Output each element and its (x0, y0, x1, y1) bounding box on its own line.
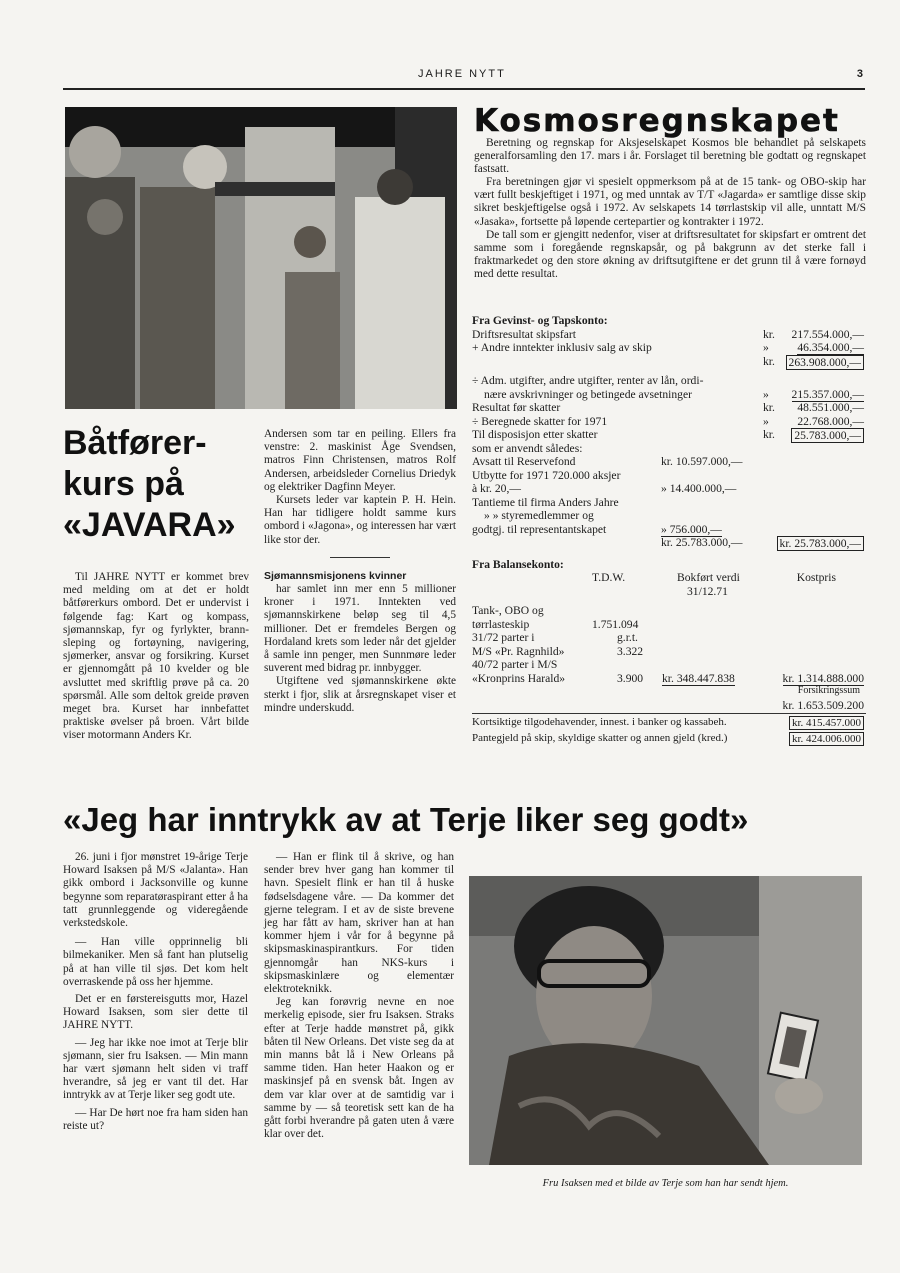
row-text: ÷ Beregnede skatter for 1971 (472, 414, 608, 428)
terje-paragraph: Jeg kan forøvrig nevne en noe merkelig episode, sier fru Isaksen. Straks efter at Terje hadde mønstret på, gikk båten til New Orleans. Det viste seg da at min manns båt lå i New Orleans på samme tiden. Han heter Haakon og er maskinsjef på en svensk båt. Ingen av dem var klar over at de samtidig var i samme by — så teoretisk sett kan de ha gått forbi hverandre på gaten uten å være klar over det. (264, 996, 454, 1141)
row-sym: kr. (763, 401, 775, 414)
headline-batforerkurs (63, 423, 263, 546)
row-sym: » (763, 387, 769, 401)
kosmos-accounts (472, 314, 866, 745)
gevinst-title: Fra Gevinst- og Tapskonto: (472, 314, 608, 327)
row-value: 263.908.000,— (786, 355, 864, 370)
row-value: 215.357.000,— (791, 387, 864, 401)
gevinst-row (472, 328, 866, 342)
disp-row (472, 469, 866, 483)
photo-fru-isaksen (469, 876, 862, 1165)
row-mid: » 14.400.000,— (661, 482, 737, 495)
balanse-header-row2 (472, 585, 866, 599)
row-mid: » 756.000,— (661, 522, 722, 536)
terje-paragraph: 26. juni i fjor mønstret 19-årige Terje Howard Isaksen på M/S «Jalanta». Han gikk ombord i Jacksonville og kunne begynne som reparatøraspirant etter å ha tatt grunnleggende og videregående verkstedskole. (63, 851, 248, 930)
publication-title: JAHRE NYTT (418, 68, 506, 80)
gevinst-row (472, 401, 866, 415)
row-text: som er anvendt således: (472, 441, 583, 455)
divider (330, 557, 390, 558)
disp-row (472, 496, 866, 510)
row-value: 46.354.000,— (797, 341, 864, 354)
gevinst-row (472, 374, 866, 388)
photo-batforerkurs (65, 107, 457, 409)
terje-paragraph: Det er en førstereisgutts mor, Hazel Howard Isaksen, som sier dette til JAHRE NYTT. (63, 993, 248, 1032)
balanse-row (472, 658, 866, 672)
header-kostpris: Kostpris (796, 571, 836, 584)
row-value: 22.768.000,— (797, 414, 864, 428)
row-text: tørrlasteskip (472, 617, 530, 631)
row-text: Pantegjeld på skip, skyldige skatter og annen gjeld (kred.) (472, 731, 728, 744)
header-bokfort: Bokført verdi (677, 571, 740, 584)
batforer-left-column (63, 571, 249, 743)
title-line: kurs på (63, 465, 184, 503)
batforer-paragraph: Andersen som tar en peiling. Ellers fra venstre: 2. maskinist Åge Svendsen, matros Finn Christensen, matros Rolf Andersen, arbeidsleder Cornelius Driedyk og elektriker Dagfinn Meyer. (264, 428, 456, 493)
gevinst-row (472, 341, 866, 355)
disp-row (472, 455, 866, 469)
row-tdw: 1.751.094 (592, 617, 639, 631)
balanse-title: Fra Balansekonto: (472, 557, 564, 571)
terje-paragraph: — Jeg har ikke noe imot at Terje blir sjømann, sier fru Isaksen. — Min mann har vært sjømann helt siden vi traff hverandre, så jeg er vant til det. Har inntrykk av at Terje liker seg godt ute. (63, 1036, 248, 1102)
row-text: Tantieme til firma Anders Jahre (472, 495, 619, 509)
photo-caption: Fru Isaksen med et bilde av Terje som han har sendt hjem. (542, 1178, 789, 1189)
row-text: ÷ Adm. utgifter, andre utgifter, renter av lån, ordi- (472, 374, 704, 387)
row-text: nære avskrivninger og betingede avsetninger (484, 387, 692, 401)
header-tdw: T.D.W. (592, 571, 626, 584)
gevinst-row (472, 388, 866, 402)
row-text: 31/72 parter i (472, 631, 535, 644)
sjomann-paragraph: Utgiftene ved sjømannskirkene økte sterkt i fjor, slik at årsregnskapet viser et mindre underskudd. (264, 675, 456, 714)
forsikring-value: kr. 1.653.509.200 (782, 698, 864, 712)
row-sym: kr. (763, 354, 775, 368)
disp-row (472, 482, 866, 496)
sjomann-paragraph: har samlet inn mer enn 5 millioner kroner i 1971. Inntekten ved sjømannskirkene beløp seg til 4,5 millioner. Det er fremdeles Bergen og Hordaland krets som leder når det gjelder å samle inn penger, men Sunnmøre leder suverent med bidrag pr. innbygger. (264, 583, 456, 675)
forsikring-label: Forsikringssum (797, 685, 860, 696)
row-text: Resultat før skatter (472, 401, 561, 414)
row-sym: kr. (763, 428, 775, 441)
row-sym: » (763, 414, 769, 428)
row-sym: » (763, 341, 769, 354)
header-date: 31/12.71 (687, 584, 728, 598)
row-text: » » styremedlemmer og (484, 509, 594, 522)
row-text: «Kronprins Harald» (472, 671, 566, 685)
row-text: Kortsiktige tilgodehavender, innest. i banker og kassabeh. (472, 716, 727, 728)
row-tdw: g.r.t. (617, 631, 638, 644)
title-line: «JAVARA» (63, 506, 236, 544)
gevinst-row (472, 428, 866, 442)
balanse-row (472, 672, 866, 686)
row-text: à kr. 20,— (472, 482, 521, 495)
headline-terje: «Jeg har inntrykk av at Terje liker seg godt» (63, 801, 749, 838)
terje-column-2 (264, 851, 454, 1141)
row-text: Til disposisjon etter skatter (472, 428, 598, 441)
pantegjeld-row (472, 732, 866, 746)
disp-total-mid: kr. 25.783.000,— (661, 536, 743, 549)
kosmos-intro-p1: Beretning og regnskap for Aksjeselskapet Kosmos ble behandlet på selskapets generalforsamling den 17. mars i år. Forslaget til beretning ble godtatt og regnskapet fastsatt. (474, 137, 866, 176)
kosmos-intro (474, 137, 866, 281)
balanse-header-row (472, 571, 866, 585)
row-value: kr. 424.006.000 (789, 732, 864, 746)
balanse-row (472, 618, 866, 632)
headline-kosmos: Kosmosregnskapet (474, 103, 840, 139)
balanse-row (472, 604, 866, 618)
row-tdw: 3.322 (617, 644, 644, 658)
row-text: godtgj. til representantskapet (472, 522, 607, 536)
title-line: Båtfører- (63, 424, 207, 462)
row-kostpris: kr. 1.314.888.000 (782, 671, 864, 685)
row-tdw: 3.900 (617, 671, 644, 685)
disp-total-right: kr. 25.783.000,— (777, 536, 864, 551)
terje-column-1 (63, 851, 248, 1133)
row-sym: kr. (763, 327, 775, 341)
batforer-paragraph: Kursets leder var kaptein P. H. Hein. Han har tidligere holdt samme kurs ombord i «Jagona», og interessen har vært like stor der. (264, 494, 456, 546)
row-text: 40/72 parter i M/S (472, 658, 558, 671)
row-text: Utbytte for 1971 720.000 aksjer (472, 468, 621, 482)
row-mid: kr. 10.597.000,— (661, 455, 743, 468)
row-bokfort: kr. 348.447.838 (662, 671, 735, 685)
gevinst-row (472, 442, 866, 456)
terje-paragraph: — Har De hørt noe fra ham siden han reiste ut? (63, 1106, 248, 1132)
batforer-paragraph: Til JAHRE NYTT er kommet brev med melding om at det er holdt båtførerkurs ombord. Det er undervist i følgende fag: Kart og kompass, sjømannskap, fyr og fyrlykter, brann-sleping og fortøyning, navigering, sjømerker, ansvar og forsikring. Kurset er gjennomgått på 10 kvelder og ble avsluttet med skriftlig prøve på ca. 20 spørsmål. Alle som deltok greide prøven meget bra. Kurset har innbefattet praktiske øvelser på broen. Vårt bilde viser motormann Anders Kr. (63, 571, 249, 742)
gevinst-row (472, 415, 866, 429)
row-value: 25.783.000,— (791, 428, 864, 443)
forsikring-val-row (472, 699, 866, 713)
terje-paragraph: — Han ville opprinnelig bli bilmekaniker. Men så fant han plutselig på at han ville til sjøs. Det kom helt overraskende på oss her hjemme. (63, 936, 248, 988)
row-value: 217.554.000,— (791, 327, 864, 341)
balanse-row (472, 631, 866, 645)
disp-row (472, 523, 866, 537)
page-number: 3 (856, 68, 863, 80)
row-value: 48.551.000,— (797, 401, 864, 414)
row-text: Avsatt til Reservefond (472, 455, 576, 468)
kosmos-intro-p3: De tall som er gjengitt nedenfor, viser at driftsresultatet for skipsfart er omtrent det samme som i foregående regnskapsår, og på bakgrunn av det sterke fall i fraktmarkedet og den store økning av driftsutgiftene er det grunn til å være fornøyd med dette resultat. (474, 228, 866, 280)
row-text: M/S «Pr. Ragnhild» (472, 644, 565, 658)
kortsiktige-row (472, 716, 866, 730)
terje-paragraph: — Han er flink til å skrive, og han sender brev hver gang han kommer til havn. Spesielt flink er han til å huske fødselsdagene våre. — Da kommer det gjerne telegram. I et av de siste brevene jeg har fått av ham, skriver han at han kommer hjem i vår for å begynne på skipsmaskinaspirantkurs. For tiden gjennomgår han NKS-kurs i skipsmaskinlære og elementær elektroteknikk. (264, 851, 454, 996)
sjomann-title: Sjømannsmisjonens kvinner (264, 569, 407, 582)
batforer-mid-column (264, 428, 456, 715)
page-header (63, 66, 865, 90)
forsikring-row (472, 685, 866, 699)
row-text: + Andre inntekter inklusiv salg av skip (472, 341, 652, 354)
row-value: kr. 415.457.000 (789, 716, 864, 730)
row-text: Driftsresultat skipsfart (472, 327, 576, 341)
disp-total-row (472, 536, 866, 550)
disp-row (472, 509, 866, 523)
kosmos-intro-p2: Fra beretningen gjør vi spesielt oppmerksom på at de 15 tank- og OBO-skip har vært fullt beskjeftiget i 1971, og med unntak av T/T «Jagarda» er samtlige disse skip sikret beskjeftigelse også i 1972. Av selskapets 14 tørrlastskip vil alle, unntatt M/S «Jasaka», fortsette på løpende certepartier og kontrakter i 1972. (474, 176, 866, 228)
balanse-row (472, 645, 866, 659)
divider (472, 713, 866, 714)
row-text: Tank-, OBO og (472, 604, 544, 617)
gevinst-row (472, 355, 866, 369)
